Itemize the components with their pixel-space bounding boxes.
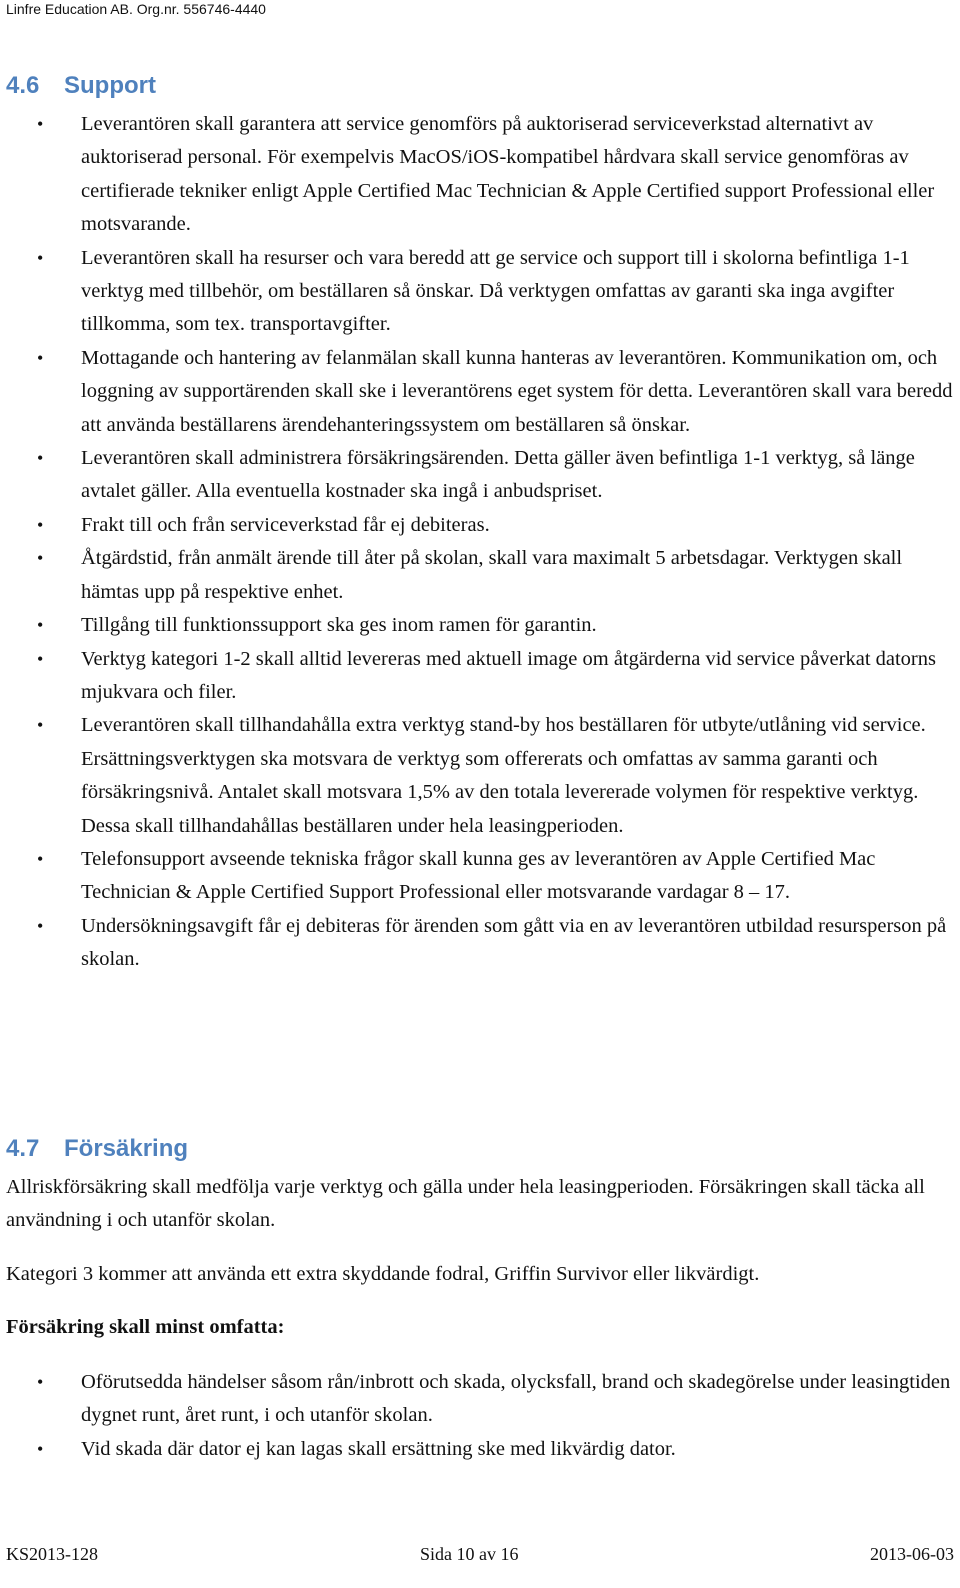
- list-item: • Leverantören skall tillhandahålla extra verktyg stand-by hos beställaren för utbyte/utlåning vid service. Ersättningsverktygen ska motsvara de verktyg som offererats och omfattas av samma garanti och försäkringsnivå. Antalet skall motsvara 1,5% av den totala levererade volymen för respektive verktyg. Dessa skall tillhandahållas beställaren under hela leasingperioden.: [0, 709, 960, 843]
- list-item: • Frakt till och från serviceverkstad får ej debiteras.: [0, 509, 960, 542]
- protective-case-paragraph: Kategori 3 kommer att använda ett extra skyddande fodral, Griffin Survivor eller likvärdigt.: [6, 1263, 760, 1285]
- support-list: [0, 108, 960, 977]
- org-number: Linfre Education AB. Org.nr. 556746-4440: [6, 1, 266, 17]
- section-number: 4.7: [6, 1135, 40, 1162]
- list-item: • Leverantören skall ha resurser och vara beredd att ge service och support till i skolorna befintliga 1-1 verktyg med tillbehör, om beställaren så önskar. Då verktygen omfattas av garanti ska inga avgifter tillkomma, som tex. transportavgifter.: [0, 242, 960, 342]
- coverage-heading: Försäkring skall minst omfatta:: [6, 1316, 285, 1338]
- list-item: • Verktyg kategori 1-2 skall alltid levereras med aktuell image om åtgärderna vid service påverkat datorns mjukvara och filer.: [0, 643, 960, 710]
- list-item: • Telefonsupport avseende tekniska frågor skall kunna ges av leverantören av Apple Certified Mac Technician & Apple Certified Support Professional eller motsvarande vardagar 8 – 17.: [0, 843, 960, 910]
- list-item: • Mottagande och hantering av felanmälan skall kunna hanteras av leverantören. Kommunikation om, och loggning av supportärenden skall ske i leverantörens eget system för detta. Leverantören skall vara beredd att använda beställarens ärendehanteringssystem om beställaren så önskar.: [0, 342, 960, 442]
- list-item: • Leverantören skall garantera att service genomförs på auktoriserad serviceverkstad alternativt av auktoriserad personal. För exempelvis MacOS/iOS-kompatibel hårdvara skall service genomföras av certifierade tekniker enligt Apple Certified Mac Technician & Apple Certified support Professional eller motsvarande.: [0, 108, 960, 242]
- section-heading-support: [6, 72, 156, 100]
- list-item: • Tillgång till funktionssupport ska ges inom ramen för garantin.: [0, 609, 960, 642]
- insurance-paragraph: Allriskförsäkring skall medfölja varje verktyg och gälla under hela leasingperioden. Försäkringen skall täcka all användning i och utanför skolan.: [6, 1176, 925, 1231]
- list-item: • Leverantören skall administrera försäkringsärenden. Detta gäller även befintliga 1-1 verktyg, så länge avtalet gäller. Alla eventuella kostnader ska ingå i anbudspriset.: [0, 442, 960, 509]
- list-item: • Undersökningsavgift får ej debiteras för ärenden som gått via en av leverantören utbildad resursperson på skolan.: [0, 910, 960, 977]
- list-item: • Åtgärdstid, från anmält ärende till åter på skolan, skall vara maximalt 5 arbetsdagar. Verktygen skall hämtas upp på respektive enhet.: [0, 542, 960, 609]
- page-number: Sida 10 av 16: [420, 1544, 519, 1564]
- section-title: Försäkring: [64, 1135, 189, 1162]
- section-title: Support: [64, 72, 156, 99]
- document-id: KS2013-128: [6, 1544, 99, 1564]
- coverage-list: [0, 1366, 960, 1466]
- section-heading-insurance: [6, 1135, 188, 1163]
- page-footer: [0, 1544, 960, 1574]
- list-item: • Oförutsedda händelser såsom rån/inbrott och skada, olycksfall, brand och skadegörelse under leasingtiden dygnet runt, året runt, i och utanför skolan.: [0, 1366, 960, 1433]
- document-header: [0, 0, 960, 40]
- list-item: • Vid skada där dator ej kan lagas skall ersättning ske med likvärdig dator.: [0, 1433, 960, 1466]
- section-number: 4.6: [6, 72, 40, 99]
- document-date: 2013-06-03: [870, 1544, 954, 1564]
